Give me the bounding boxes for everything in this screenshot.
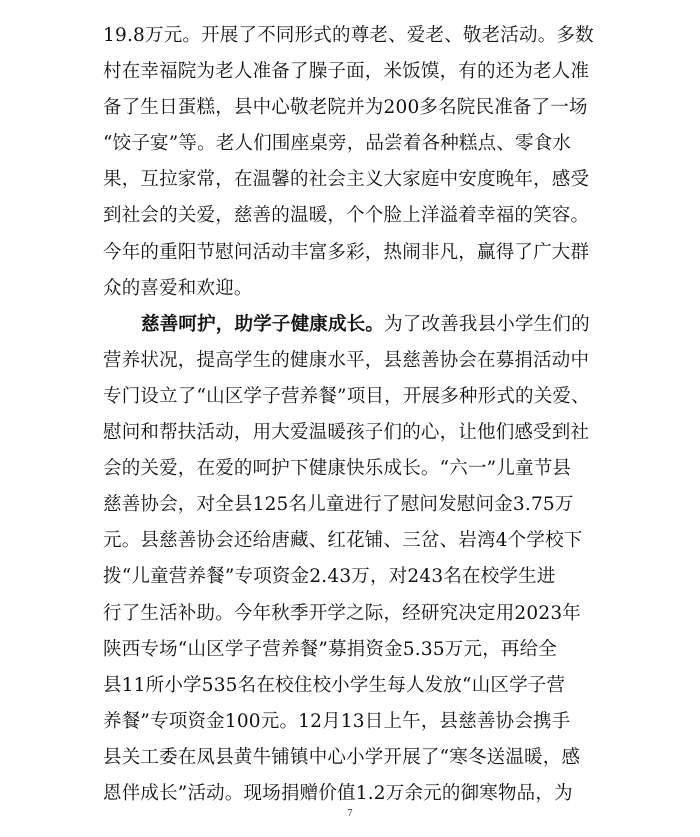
text-line: 果，互拉家常，在温馨的社会主义大家庭中安度晚年，感受: [103, 169, 590, 191]
text-line: 陕西专场“山区学子营养餐”募捐资金5.35万元，再给全: [103, 638, 558, 660]
text-line: “饺子宴”等。老人们围座桌旁，品尝着各种糕点、零食水: [103, 133, 572, 155]
text-line: 专门设立了“山区学子营养餐”项目，开展多种形式的关爱、: [103, 385, 590, 407]
text-line: 19.8万元。开展了不同形式的尊老、爱老、敬老活动。多数: [103, 25, 594, 46]
text-line: 县11所小学535名在校住校小学生每人发放“山区学子营: [103, 674, 566, 696]
text-line: 到社会的关爱，慈善的温暖，个个脸上洋溢着幸福的笑容。: [103, 205, 590, 227]
text-line: 拨“儿童营养餐”专项资金2.43万，对243名在校学生进: [103, 566, 556, 588]
text-line: 营养状况，提高学生的健康水平，县慈善协会在募捐活动中: [103, 349, 590, 371]
text-line: 行了生活补助。今年秋季开学之际，经研究决定用2023年: [103, 602, 581, 624]
text-line-rest: 为了改善我县小学生们的: [384, 313, 590, 335]
text-line: 县关工委在凤县黄牛铺镇中心小学开展了“寒冬送温暖，感: [103, 746, 581, 768]
paragraph-first-line: [103, 307, 603, 343]
text-line: 村在幸福院为老人准备了臊子面，米饭馍，有的还为老人准: [103, 61, 590, 83]
text-line: 会的关爱，在爱的呵护下健康快乐成长。“六一”儿童节县: [103, 458, 572, 480]
text-line: 元。县慈善协会还给唐藏、红花铺、三岔、岩湾4个学校下: [103, 530, 583, 552]
text-line: 今年的重阳节慰问活动丰富多彩，热闹非凡，赢得了广大群: [103, 241, 590, 263]
text-line: 慰问和帮扶活动，用大爱温暖孩子们的心，让他们感受到社: [103, 422, 590, 444]
text-line: 慈善协会，对全县125名儿童进行了慰问发慰问金3.75万: [103, 494, 574, 516]
body-text: [103, 18, 603, 812]
text-line: 恩伴成长”活动。现场捐赠价值1.2万余元的御寒物品，为: [103, 782, 573, 804]
text-line: 养餐”专项资金100元。12月13日上午，县慈善协会携手: [103, 710, 571, 732]
text-line: 备了生日蛋糕，县中心敬老院并为200多名院民准备了一场: [103, 97, 588, 119]
page-number: 7: [347, 808, 353, 819]
text-line: 众的喜爱和欢迎。: [103, 277, 253, 299]
section-heading: 慈善呵护，助学子健康成长。: [141, 313, 385, 335]
